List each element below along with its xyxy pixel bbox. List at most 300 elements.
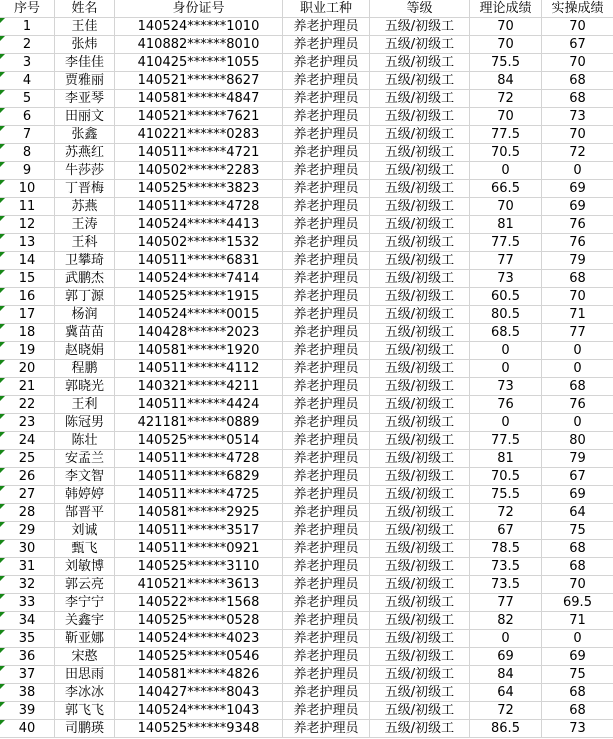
cell-id-number[interactable]: 140525******0528 — [115, 612, 283, 630]
cell-theory-score[interactable]: 72 — [470, 702, 542, 720]
cell-level[interactable]: 五级/初级工 — [370, 126, 470, 144]
error-indicator-icon — [0, 468, 5, 473]
cell-practical-score[interactable]: 69.5 — [542, 594, 613, 612]
table-row — [0, 18, 613, 36]
cell-id-number[interactable]: 140581******1920 — [115, 342, 283, 360]
cell-theory-score[interactable]: 70 — [470, 108, 542, 126]
error-indicator-icon — [0, 288, 5, 293]
cell-occupation[interactable]: 养老护理员 — [283, 666, 370, 684]
header-level[interactable] — [370, 0, 470, 18]
cell-serial-number[interactable]: 35 — [0, 630, 55, 648]
cell-name[interactable]: 李宁宁 — [55, 594, 115, 612]
cell-occupation[interactable]: 养老护理员 — [283, 36, 370, 54]
cell-serial-number[interactable]: 20 — [0, 360, 55, 378]
cell-practical-score[interactable]: 68 — [542, 378, 613, 396]
cell-theory-score[interactable]: 77.5 — [470, 432, 542, 450]
table-row — [0, 360, 613, 378]
cell-occupation[interactable]: 养老护理员 — [283, 468, 370, 486]
cell-id-number[interactable]: 140525******3110 — [115, 558, 283, 576]
cell-level[interactable]: 五级/初级工 — [370, 450, 470, 468]
cell-occupation[interactable]: 养老护理员 — [283, 576, 370, 594]
cell-name[interactable]: 刘诚 — [55, 522, 115, 540]
cell-serial-number[interactable]: 29 — [0, 522, 55, 540]
cell-practical-score[interactable]: 80 — [542, 432, 613, 450]
cell-name[interactable]: 郭晓光 — [55, 378, 115, 396]
cell-name[interactable]: 宋憨 — [55, 648, 115, 666]
cell-level[interactable]: 五级/初级工 — [370, 72, 470, 90]
cell-theory-score[interactable]: 77 — [470, 594, 542, 612]
cell-serial-number[interactable]: 27 — [0, 486, 55, 504]
cell-practical-score[interactable]: 68 — [542, 72, 613, 90]
cell-level[interactable]: 五级/初级工 — [370, 162, 470, 180]
error-indicator-icon — [0, 396, 5, 401]
cell-serial-number[interactable]: 6 — [0, 108, 55, 126]
cell-id-number[interactable]: 140511******4424 — [115, 396, 283, 414]
cell-name[interactable]: 杨润 — [55, 306, 115, 324]
cell-serial-number[interactable]: 40 — [0, 720, 55, 738]
table-row — [0, 522, 613, 540]
error-indicator-icon — [0, 684, 5, 689]
cell-occupation[interactable]: 养老护理员 — [283, 234, 370, 252]
cell-practical-score[interactable]: 71 — [542, 306, 613, 324]
cell-occupation[interactable]: 养老护理员 — [283, 144, 370, 162]
cell-theory-score[interactable]: 70.5 — [470, 468, 542, 486]
cell-serial-number[interactable]: 36 — [0, 648, 55, 666]
cell-theory-score[interactable]: 75.5 — [470, 486, 542, 504]
cell-name[interactable]: 李佳佳 — [55, 54, 115, 72]
cell-practical-score[interactable]: 70 — [542, 54, 613, 72]
cell-id-number[interactable]: 140524******4413 — [115, 216, 283, 234]
cell-practical-score[interactable]: 73 — [542, 108, 613, 126]
cell-id-number[interactable]: 140321******4211 — [115, 378, 283, 396]
cell-theory-score[interactable]: 0 — [470, 342, 542, 360]
cell-level[interactable]: 五级/初级工 — [370, 378, 470, 396]
cell-id-number[interactable]: 140427******8043 — [115, 684, 283, 702]
cell-practical-score[interactable]: 70 — [542, 18, 613, 36]
cell-id-number[interactable]: 140524******1043 — [115, 702, 283, 720]
cell-occupation[interactable]: 养老护理员 — [283, 630, 370, 648]
cell-practical-score[interactable]: 69 — [542, 180, 613, 198]
cell-serial-number[interactable]: 26 — [0, 468, 55, 486]
cell-practical-score[interactable]: 0 — [542, 630, 613, 648]
cell-occupation[interactable]: 养老护理员 — [283, 450, 370, 468]
cell-theory-score[interactable]: 70 — [470, 18, 542, 36]
cell-id-number[interactable]: 140511******4721 — [115, 144, 283, 162]
cell-serial-number[interactable]: 5 — [0, 90, 55, 108]
cell-occupation[interactable]: 养老护理员 — [283, 126, 370, 144]
cell-serial-number[interactable]: 3 — [0, 54, 55, 72]
cell-practical-score[interactable]: 68 — [542, 702, 613, 720]
cell-level[interactable]: 五级/初级工 — [370, 144, 470, 162]
cell-id-number[interactable]: 421181******0889 — [115, 414, 283, 432]
header-occupation[interactable] — [283, 0, 370, 18]
cell-level[interactable]: 五级/初级工 — [370, 54, 470, 72]
cell-level[interactable]: 五级/初级工 — [370, 522, 470, 540]
table-row — [0, 558, 613, 576]
cell-level[interactable]: 五级/初级工 — [370, 396, 470, 414]
cell-theory-score[interactable]: 67 — [470, 522, 542, 540]
cell-practical-score[interactable]: 79 — [542, 252, 613, 270]
cell-theory-score[interactable]: 84 — [470, 72, 542, 90]
cell-theory-score[interactable]: 77.5 — [470, 126, 542, 144]
cell-occupation[interactable]: 养老护理员 — [283, 252, 370, 270]
cell-name[interactable]: 刘敏博 — [55, 558, 115, 576]
cell-id-number[interactable]: 140525******0546 — [115, 648, 283, 666]
cell-name[interactable]: 王涛 — [55, 216, 115, 234]
cell-name[interactable]: 郭丁源 — [55, 288, 115, 306]
cell-level[interactable]: 五级/初级工 — [370, 414, 470, 432]
cell-name[interactable]: 李冰冰 — [55, 684, 115, 702]
cell-name[interactable]: 王利 — [55, 396, 115, 414]
cell-practical-score[interactable]: 70 — [542, 126, 613, 144]
cell-name[interactable]: 王科 — [55, 234, 115, 252]
cell-occupation[interactable]: 养老护理员 — [283, 54, 370, 72]
cell-name[interactable]: 贾雅丽 — [55, 72, 115, 90]
cell-occupation[interactable]: 养老护理员 — [283, 486, 370, 504]
cell-practical-score[interactable]: 68 — [542, 90, 613, 108]
cell-theory-score[interactable]: 84 — [470, 666, 542, 684]
cell-serial-number[interactable]: 37 — [0, 666, 55, 684]
cell-occupation[interactable]: 养老护理员 — [283, 684, 370, 702]
cell-practical-score[interactable]: 71 — [542, 612, 613, 630]
cell-name[interactable]: 李文智 — [55, 468, 115, 486]
cell-serial-number[interactable]: 21 — [0, 378, 55, 396]
cell-occupation[interactable]: 养老护理员 — [283, 594, 370, 612]
cell-practical-score[interactable]: 67 — [542, 36, 613, 54]
cell-name[interactable]: 丁晋梅 — [55, 180, 115, 198]
cell-serial-number[interactable]: 34 — [0, 612, 55, 630]
cell-practical-score[interactable]: 68 — [542, 684, 613, 702]
cell-theory-score[interactable]: 86.5 — [470, 720, 542, 738]
header-theory-score[interactable] — [470, 0, 542, 18]
cell-practical-score[interactable]: 68 — [542, 540, 613, 558]
cell-serial-number[interactable]: 16 — [0, 288, 55, 306]
cell-occupation[interactable]: 养老护理员 — [283, 558, 370, 576]
cell-serial-number[interactable]: 19 — [0, 342, 55, 360]
error-indicator-icon — [0, 36, 5, 41]
cell-name[interactable]: 田丽文 — [55, 108, 115, 126]
cell-occupation[interactable]: 养老护理员 — [283, 324, 370, 342]
cell-occupation[interactable]: 养老护理员 — [283, 108, 370, 126]
cell-id-number[interactable]: 140511******6829 — [115, 468, 283, 486]
cell-name[interactable]: 靳亚娜 — [55, 630, 115, 648]
cell-level[interactable]: 五级/初级工 — [370, 90, 470, 108]
cell-practical-score[interactable]: 68 — [542, 558, 613, 576]
cell-practical-score[interactable]: 70 — [542, 576, 613, 594]
cell-practical-score[interactable]: 69 — [542, 198, 613, 216]
cell-level[interactable]: 五级/初级工 — [370, 558, 470, 576]
cell-id-number[interactable]: 140511******6831 — [115, 252, 283, 270]
table-row — [0, 270, 613, 288]
cell-occupation[interactable]: 养老护理员 — [283, 522, 370, 540]
cell-name[interactable]: 郭飞飞 — [55, 702, 115, 720]
cell-name[interactable]: 冀苗苗 — [55, 324, 115, 342]
cell-serial-number[interactable]: 4 — [0, 72, 55, 90]
cell-serial-number[interactable]: 28 — [0, 504, 55, 522]
cell-id-number[interactable]: 140428******2023 — [115, 324, 283, 342]
cell-serial-number[interactable]: 30 — [0, 540, 55, 558]
cell-id-number[interactable]: 140511******0921 — [115, 540, 283, 558]
cell-serial-number[interactable]: 18 — [0, 324, 55, 342]
cell-serial-number[interactable]: 23 — [0, 414, 55, 432]
cell-serial-number[interactable]: 17 — [0, 306, 55, 324]
cell-id-number[interactable]: 140511******4725 — [115, 486, 283, 504]
cell-practical-score[interactable]: 75 — [542, 666, 613, 684]
cell-theory-score[interactable]: 72 — [470, 90, 542, 108]
cell-serial-number[interactable]: 9 — [0, 162, 55, 180]
cell-practical-score[interactable]: 77 — [542, 324, 613, 342]
cell-name[interactable]: 赵晓娟 — [55, 342, 115, 360]
cell-practical-score[interactable]: 67 — [542, 468, 613, 486]
cell-serial-number[interactable]: 33 — [0, 594, 55, 612]
cell-name[interactable]: 郜晋平 — [55, 504, 115, 522]
cell-level[interactable]: 五级/初级工 — [370, 504, 470, 522]
cell-serial-number[interactable]: 12 — [0, 216, 55, 234]
cell-practical-score[interactable]: 73 — [542, 720, 613, 738]
cell-level[interactable]: 五级/初级工 — [370, 576, 470, 594]
cell-level[interactable]: 五级/初级工 — [370, 36, 470, 54]
cell-occupation[interactable]: 养老护理员 — [283, 198, 370, 216]
cell-name[interactable]: 陈壮 — [55, 432, 115, 450]
cell-id-number[interactable]: 140511******4112 — [115, 360, 283, 378]
cell-theory-score[interactable]: 60.5 — [470, 288, 542, 306]
cell-level[interactable]: 五级/初级工 — [370, 540, 470, 558]
cell-serial-number[interactable]: 1 — [0, 18, 55, 36]
cell-theory-score[interactable]: 73.5 — [470, 558, 542, 576]
cell-practical-score[interactable]: 0 — [542, 360, 613, 378]
cell-occupation[interactable]: 养老护理员 — [283, 72, 370, 90]
cell-serial-number[interactable]: 10 — [0, 180, 55, 198]
cell-practical-score[interactable]: 76 — [542, 216, 613, 234]
cell-theory-score[interactable]: 0 — [470, 162, 542, 180]
cell-id-number[interactable]: 140581******2925 — [115, 504, 283, 522]
cell-theory-score[interactable]: 70 — [470, 36, 542, 54]
cell-id-number[interactable]: 140525******1915 — [115, 288, 283, 306]
cell-id-number[interactable]: 140511******3517 — [115, 522, 283, 540]
cell-practical-score[interactable]: 0 — [542, 162, 613, 180]
cell-id-number[interactable]: 140522******1568 — [115, 594, 283, 612]
cell-level[interactable]: 五级/初级工 — [370, 486, 470, 504]
cell-theory-score[interactable]: 64 — [470, 684, 542, 702]
cell-theory-score[interactable]: 0 — [470, 414, 542, 432]
cell-name[interactable]: 田思雨 — [55, 666, 115, 684]
cell-occupation[interactable]: 养老护理员 — [283, 396, 370, 414]
cell-name[interactable]: 陈冠男 — [55, 414, 115, 432]
cell-level[interactable]: 五级/初级工 — [370, 666, 470, 684]
cell-level[interactable]: 五级/初级工 — [370, 108, 470, 126]
header-practical-score[interactable] — [542, 0, 613, 18]
header-name[interactable] — [55, 0, 115, 18]
cell-practical-score[interactable]: 76 — [542, 396, 613, 414]
cell-theory-score[interactable]: 77.5 — [470, 234, 542, 252]
cell-level[interactable]: 五级/初级工 — [370, 18, 470, 36]
cell-occupation[interactable]: 养老护理员 — [283, 306, 370, 324]
cell-practical-score[interactable]: 69 — [542, 486, 613, 504]
cell-serial-number[interactable]: 7 — [0, 126, 55, 144]
cell-level[interactable]: 五级/初级工 — [370, 630, 470, 648]
cell-name[interactable]: 关鑫宇 — [55, 612, 115, 630]
cell-theory-score[interactable]: 81 — [470, 450, 542, 468]
cell-name[interactable]: 卫攀琦 — [55, 252, 115, 270]
cell-occupation[interactable]: 养老护理员 — [283, 162, 370, 180]
cell-occupation[interactable]: 养老护理员 — [283, 288, 370, 306]
cell-serial-number[interactable]: 2 — [0, 36, 55, 54]
cell-practical-score[interactable]: 69 — [542, 648, 613, 666]
cell-level[interactable]: 五级/初级工 — [370, 684, 470, 702]
cell-name[interactable]: 张鑫 — [55, 126, 115, 144]
cell-practical-score[interactable]: 76 — [542, 234, 613, 252]
cell-level[interactable]: 五级/初级工 — [370, 198, 470, 216]
cell-occupation[interactable]: 养老护理员 — [283, 180, 370, 198]
cell-id-number[interactable]: 140524******7414 — [115, 270, 283, 288]
cell-practical-score[interactable]: 79 — [542, 450, 613, 468]
cell-id-number[interactable]: 140521******7621 — [115, 108, 283, 126]
cell-level[interactable]: 五级/初级工 — [370, 594, 470, 612]
cell-occupation[interactable]: 养老护理员 — [283, 702, 370, 720]
cell-theory-score[interactable]: 73 — [470, 270, 542, 288]
cell-level[interactable]: 五级/初级工 — [370, 702, 470, 720]
cell-name[interactable]: 程鹏 — [55, 360, 115, 378]
cell-occupation[interactable]: 养老护理员 — [283, 18, 370, 36]
cell-level[interactable]: 五级/初级工 — [370, 720, 470, 738]
cell-practical-score[interactable]: 0 — [542, 414, 613, 432]
cell-occupation[interactable]: 养老护理员 — [283, 360, 370, 378]
cell-id-number[interactable]: 140521******8627 — [115, 72, 283, 90]
cell-practical-score[interactable]: 68 — [542, 270, 613, 288]
cell-id-number[interactable]: 410521******3613 — [115, 576, 283, 594]
cell-practical-score[interactable]: 0 — [542, 342, 613, 360]
cell-theory-score[interactable]: 70.5 — [470, 144, 542, 162]
cell-id-number[interactable]: 140581******4847 — [115, 90, 283, 108]
cell-theory-score[interactable]: 68.5 — [470, 324, 542, 342]
cell-theory-score[interactable]: 73.5 — [470, 576, 542, 594]
cell-id-number[interactable]: 140581******4826 — [115, 666, 283, 684]
cell-theory-score[interactable]: 72 — [470, 504, 542, 522]
cell-occupation[interactable]: 养老护理员 — [283, 90, 370, 108]
cell-id-number[interactable]: 410221******0283 — [115, 126, 283, 144]
cell-id-number[interactable]: 140525******3823 — [115, 180, 283, 198]
cell-level[interactable]: 五级/初级工 — [370, 468, 470, 486]
cell-theory-score[interactable]: 66.5 — [470, 180, 542, 198]
cell-theory-score[interactable]: 80.5 — [470, 306, 542, 324]
cell-practical-score[interactable]: 64 — [542, 504, 613, 522]
cell-theory-score[interactable]: 70 — [470, 198, 542, 216]
cell-serial-number[interactable]: 25 — [0, 450, 55, 468]
header-serial-number[interactable] — [0, 0, 55, 18]
cell-practical-score[interactable]: 75 — [542, 522, 613, 540]
cell-occupation[interactable]: 养老护理员 — [283, 432, 370, 450]
cell-name[interactable]: 郭云亮 — [55, 576, 115, 594]
cell-id-number[interactable]: 140524******1010 — [115, 18, 283, 36]
cell-level[interactable]: 五级/初级工 — [370, 216, 470, 234]
cell-occupation[interactable]: 养老护理员 — [283, 720, 370, 738]
cell-occupation[interactable]: 养老护理员 — [283, 378, 370, 396]
cell-theory-score[interactable]: 82 — [470, 612, 542, 630]
cell-name[interactable]: 张炜 — [55, 36, 115, 54]
cell-id-number[interactable]: 140502******2283 — [115, 162, 283, 180]
cell-id-number[interactable]: 140524******4023 — [115, 630, 283, 648]
cell-level[interactable]: 五级/初级工 — [370, 612, 470, 630]
cell-occupation[interactable]: 养老护理员 — [283, 612, 370, 630]
header-id-number[interactable] — [115, 0, 283, 18]
cell-serial-number[interactable]: 11 — [0, 198, 55, 216]
cell-level[interactable]: 五级/初级工 — [370, 648, 470, 666]
cell-practical-score[interactable]: 72 — [542, 144, 613, 162]
cell-level[interactable]: 五级/初级工 — [370, 324, 470, 342]
cell-theory-score[interactable]: 73 — [470, 378, 542, 396]
cell-id-number[interactable]: 410882******8010 — [115, 36, 283, 54]
error-indicator-icon — [0, 270, 5, 275]
cell-theory-score[interactable]: 0 — [470, 630, 542, 648]
cell-id-number[interactable]: 140502******1532 — [115, 234, 283, 252]
cell-theory-score[interactable]: 76 — [470, 396, 542, 414]
cell-level[interactable]: 五级/初级工 — [370, 180, 470, 198]
cell-name[interactable]: 苏燕红 — [55, 144, 115, 162]
cell-id-number[interactable]: 140525******0514 — [115, 432, 283, 450]
cell-serial-number[interactable]: 32 — [0, 576, 55, 594]
cell-occupation[interactable]: 养老护理员 — [283, 270, 370, 288]
cell-serial-number[interactable]: 15 — [0, 270, 55, 288]
cell-name[interactable]: 牛莎莎 — [55, 162, 115, 180]
cell-name[interactable]: 李亚琴 — [55, 90, 115, 108]
cell-occupation[interactable]: 养老护理员 — [283, 540, 370, 558]
cell-level[interactable]: 五级/初级工 — [370, 288, 470, 306]
cell-id-number[interactable]: 140511******4728 — [115, 450, 283, 468]
cell-occupation[interactable]: 养老护理员 — [283, 216, 370, 234]
cell-theory-score[interactable]: 81 — [470, 216, 542, 234]
cell-occupation[interactable]: 养老护理员 — [283, 342, 370, 360]
cell-level[interactable]: 五级/初级工 — [370, 306, 470, 324]
cell-name[interactable]: 安孟兰 — [55, 450, 115, 468]
cell-occupation[interactable]: 养老护理员 — [283, 648, 370, 666]
cell-serial-number[interactable]: 14 — [0, 252, 55, 270]
cell-level[interactable]: 五级/初级工 — [370, 342, 470, 360]
cell-theory-score[interactable]: 75.5 — [470, 54, 542, 72]
table-row — [0, 414, 613, 432]
cell-serial-number[interactable]: 8 — [0, 144, 55, 162]
cell-name[interactable]: 武鹏杰 — [55, 270, 115, 288]
cell-level[interactable]: 五级/初级工 — [370, 252, 470, 270]
cell-serial-number[interactable]: 13 — [0, 234, 55, 252]
cell-level[interactable]: 五级/初级工 — [370, 432, 470, 450]
cell-theory-score[interactable]: 78.5 — [470, 540, 542, 558]
cell-name[interactable]: 韩婷婷 — [55, 486, 115, 504]
cell-serial-number[interactable]: 24 — [0, 432, 55, 450]
table-row — [0, 504, 613, 522]
cell-id-number[interactable]: 140511******4728 — [115, 198, 283, 216]
cell-serial-number[interactable]: 39 — [0, 702, 55, 720]
cell-serial-number[interactable]: 38 — [0, 684, 55, 702]
cell-level[interactable]: 五级/初级工 — [370, 234, 470, 252]
cell-practical-score[interactable]: 70 — [542, 288, 613, 306]
cell-id-number[interactable]: 140525******9348 — [115, 720, 283, 738]
cell-level[interactable]: 五级/初级工 — [370, 360, 470, 378]
cell-theory-score[interactable]: 69 — [470, 648, 542, 666]
cell-theory-score[interactable]: 77 — [470, 252, 542, 270]
cell-name[interactable]: 苏燕 — [55, 198, 115, 216]
cell-name[interactable]: 甄飞 — [55, 540, 115, 558]
cell-theory-score[interactable]: 0 — [470, 360, 542, 378]
cell-name[interactable]: 王佳 — [55, 18, 115, 36]
cell-occupation[interactable]: 养老护理员 — [283, 414, 370, 432]
cell-name[interactable]: 司鹏瑛 — [55, 720, 115, 738]
cell-serial-number[interactable]: 22 — [0, 396, 55, 414]
cell-occupation[interactable]: 养老护理员 — [283, 504, 370, 522]
cell-level[interactable]: 五级/初级工 — [370, 270, 470, 288]
cell-id-number[interactable]: 140524******0015 — [115, 306, 283, 324]
cell-serial-number[interactable]: 31 — [0, 558, 55, 576]
cell-id-number[interactable]: 410425******1055 — [115, 54, 283, 72]
